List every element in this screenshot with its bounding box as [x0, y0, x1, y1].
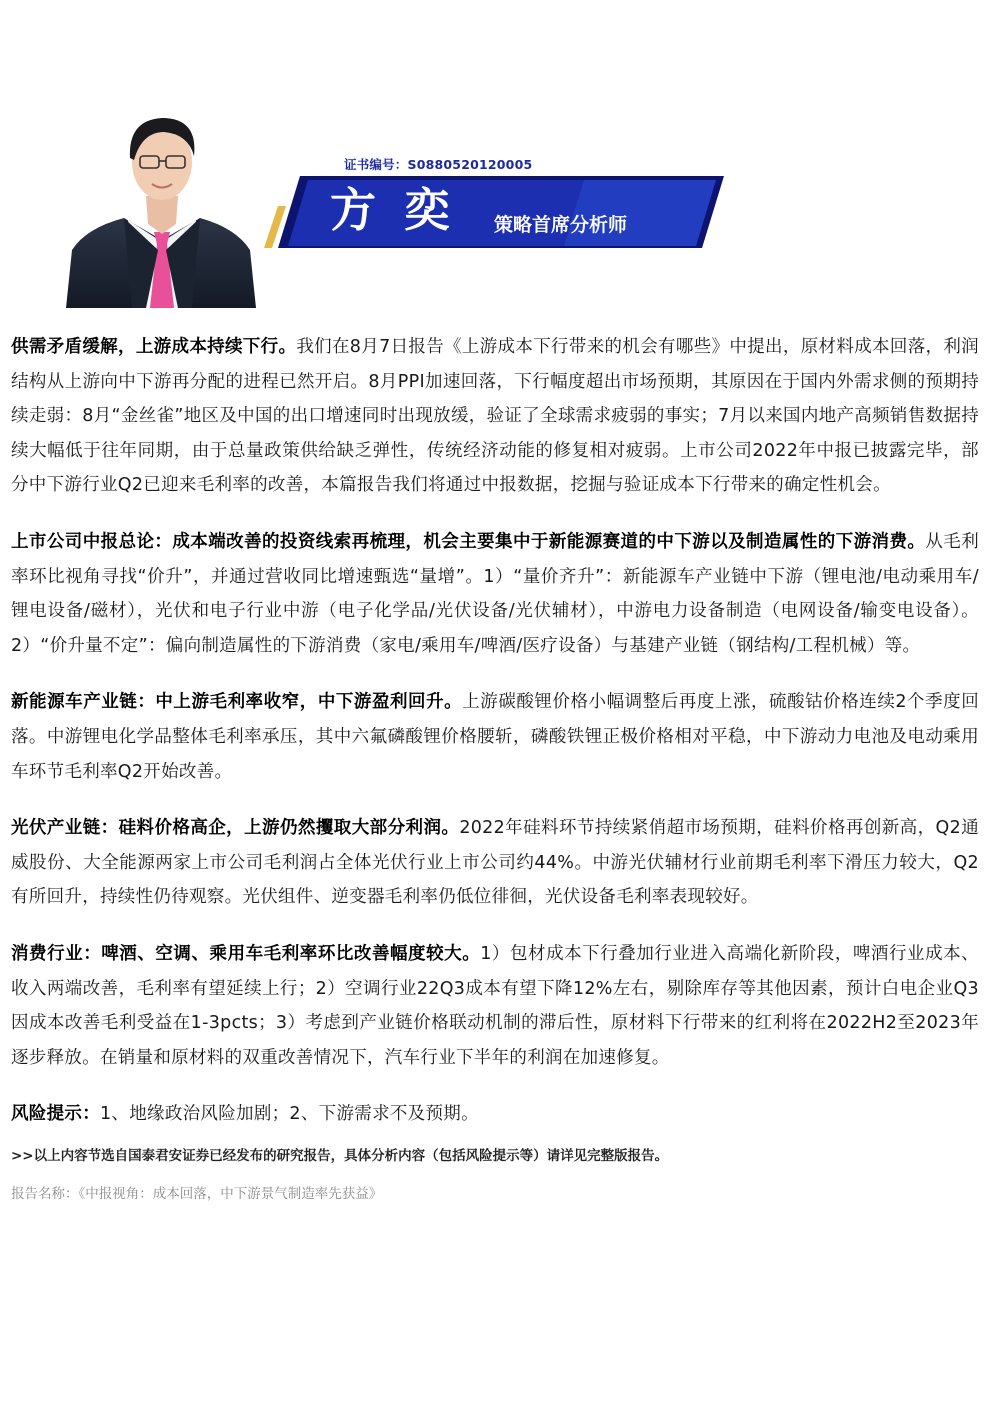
paragraph-lead: 上市公司中报总论：成本端改善的投资线索再梳理，机会主要集中于新能源赛道的中下游以及制造属性的下游消费。: [11, 531, 926, 552]
paragraph-lead: 光伏产业链：硅料价格高企，上游仍然攫取大部分利润。: [11, 818, 460, 839]
report-body: [11, 330, 979, 1202]
paragraph-text: 2022年硅料环节持续紧俏超市场预期，硅料价格再创新高，Q2通威股份、大全能源两家上市公司毛利润占全体光伏行业上市公司约44%。中游光伏辅材行业前期毛利率下滑压力较大，Q2有所回升，持续性仍待观察。光伏组件、逆变器毛利率仍低位徘徊，光伏设备毛利率表现较好。: [11, 818, 979, 908]
paragraph-consumer: [11, 937, 979, 1075]
paragraph-text: 1）包材成本下行叠加行业进入高端化新阶段，啤酒行业成本、收入两端改善，毛利率有望延续上行；2）空调行业22Q3成本有望下降12%左右，剔除库存等其他因素，预计白电企业Q3因成本改善毛利受益在1-3pcts；3）考虑到产业链价格联动机制的滞后性，原材料下行带来的红利将在2022H2至2023年逐步释放。在销量和原材料的双重改善情况下，汽车行业下半年的利润在加速修复。: [11, 943, 979, 1068]
paragraph-risk: [11, 1097, 979, 1132]
analyst-role: 策略首席分析师: [494, 214, 628, 236]
report-source: 报告名称：《中报视角：成本回落，中下游景气制造率先获益》: [11, 1185, 383, 1202]
paragraph-text: 我们在8月7日报告《上游成本下行带来的机会有哪些》中提出，原材料成本回落，利润结构从上游向中下游再分配的进程已然开启。8月PPI加速回落，下行幅度超出市场预期，其原因在于国内外需求侧的预期持续走弱：8月“金丝雀”地区及中国的出口增速同时出现放缓，验证了全球需求疲弱的事实；7月以来国内地产高频销售数据持续大幅低于往年同期，由于总量政策供给缺乏弹性，传统经济动能的修复相对疲弱。上市公司2022年中报已披露完毕，部分中下游行业Q2已迎来毛利率的改善，本篇报告我们将通过中报数据，挖掘与验证成本下行带来的确定性机会。: [11, 337, 979, 496]
paragraph-text: 从毛利率环比视角寻找“价升”，并通过营收同比增速甄选“量增”。1）“量价齐升”：新能源车产业链中下游（锂电池/电动乘用车/锂电设备/磁材），光伏和电子行业中游（电子化学品/光伏设备/光伏辅材），中游电力设备制造（电网设备/输变电设备）。2）“价升量不定”：偏向制造属性的下游消费（家电/乘用车/啤酒/医疗设备）与基建产业链（钢结构/工程机械）等。: [11, 531, 980, 656]
paragraph-text: 1、地缘政治风险加剧；2、下游需求不及预期。: [100, 1104, 479, 1125]
analyst-name: 方奕: [330, 183, 478, 237]
paragraph-lead: 供需矛盾缓解，上游成本持续下行。: [11, 337, 297, 357]
paragraph-lead: 新能源车产业链：中上游毛利率收窄，中下游盈利回升。: [11, 692, 463, 713]
paragraph-lead: 消费行业：啤酒、空调、乘用车毛利率环比改善幅度较大。: [11, 943, 481, 964]
certificate-number: 证书编号：S0880520120005: [344, 157, 533, 172]
paragraph-supply-demand: [11, 330, 979, 503]
analyst-portrait: [66, 100, 256, 308]
report-header: [0, 0, 992, 320]
paragraph-lead: 风险提示：: [11, 1104, 100, 1125]
paragraph-midyear-summary: [11, 525, 979, 663]
paragraph-text: 上游碳酸锂价格小幅调整后再度上涨，硫酸钴价格连续2个季度回落。中游锂电化学品整体毛利率承压，其中六氟磷酸锂价格腰斩，磷酸铁锂正极价格相对平稳，中下游动力电池及电动乘用车环节毛利率Q2开始改善。: [11, 692, 980, 782]
paragraph-ev-chain: [11, 685, 979, 789]
paragraph-pv-chain: [11, 811, 979, 915]
excerpt-note: >>以上内容节选自国泰君安证券已经发布的研究报告，具体分析内容（包括风险提示等）请详见完整版报告。: [11, 1147, 669, 1164]
